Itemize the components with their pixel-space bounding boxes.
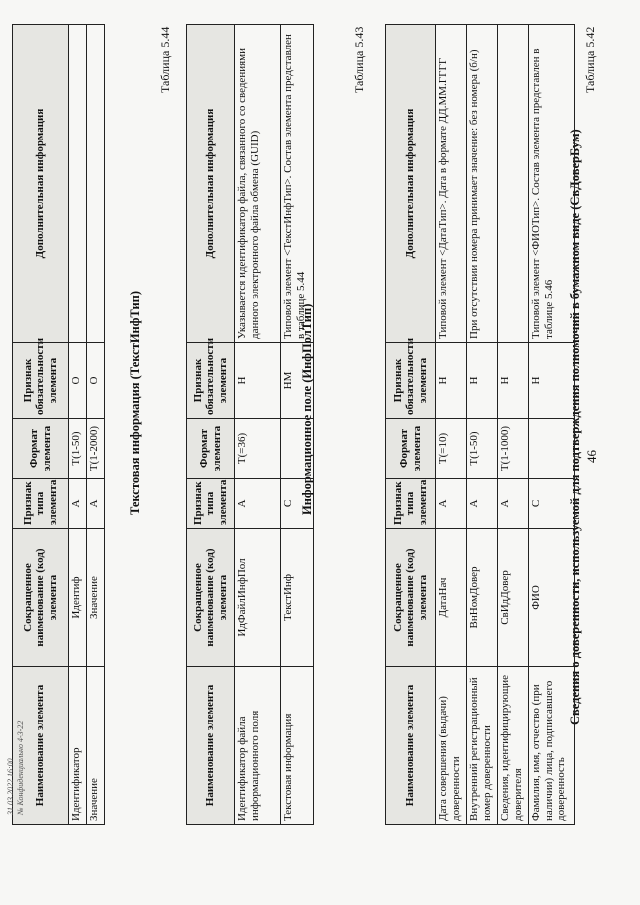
footnote-line: № Конфиденциально 4-3-22 — [15, 720, 25, 815]
section-title-5-44: Текстовая информация (ТекстИнфТип) — [128, 290, 142, 515]
cell-required: О — [87, 343, 105, 419]
table-header-row — [13, 25, 69, 825]
cell-code: ДатаНач — [436, 529, 467, 667]
table-row — [436, 25, 467, 825]
header-code: Сокращенное наименование (код) элемента — [386, 529, 436, 667]
cell-type: С — [281, 479, 314, 529]
section-title-5-42: Сведения о доверенности, используемой для подтверждения полномочий в бумажном виде (СвДоверБум) — [568, 129, 582, 725]
cell-format: T(1-1000) — [498, 419, 529, 479]
scan-footnote — [6, 721, 25, 815]
table-row — [87, 25, 105, 825]
header-type: Признак типа элемента — [386, 479, 436, 529]
cell-type: А — [235, 479, 281, 529]
cell-info: Указывается идентификатор файла, связанного со сведениями данного электронного файла обмена (GUID) — [235, 25, 281, 343]
page-number: 46 — [584, 450, 599, 463]
cell-required: О — [69, 343, 87, 419]
cell-name: Значение — [87, 667, 105, 825]
cell-name: Внутренний регистрационный номер доверенности — [467, 667, 498, 825]
header-type: Признак типа элемента — [187, 479, 235, 529]
table-5-42 — [385, 24, 575, 825]
cell-required: Н — [498, 343, 529, 419]
header-required: Признак обязательности элемента — [13, 343, 69, 419]
cell-name: Идентификатор файла информационного поля — [235, 667, 281, 825]
header-required: Признак обязательности элемента — [386, 343, 436, 419]
cell-required: Н — [529, 343, 575, 419]
cell-format — [281, 419, 314, 479]
table-row — [281, 25, 314, 825]
cell-info — [87, 25, 105, 343]
header-code: Сокращенное наименование (код) элемента — [13, 529, 69, 667]
cell-info — [69, 25, 87, 343]
header-info: Дополнительная информация — [386, 25, 436, 343]
footnote-line: 31.03.2022 16:00 — [6, 758, 15, 815]
cell-code: ИдФайлИнфПол — [235, 529, 281, 667]
section-title-5-43: Информационное поле (ИнфПолТип) — [300, 303, 314, 515]
cell-format: T(=36) — [235, 419, 281, 479]
cell-required: Н — [436, 343, 467, 419]
cell-type: А — [467, 479, 498, 529]
header-name: Наименование элемента — [386, 667, 436, 825]
table-5-44 — [12, 24, 105, 825]
cell-name: Идентификатор — [69, 667, 87, 825]
cell-info: Типовой элемент <ФИОТип>. Состав элемента представлен в таблице 5.46 — [529, 25, 575, 343]
table-header-row — [187, 25, 235, 825]
cell-code: Идентиф — [69, 529, 87, 667]
table-row — [235, 25, 281, 825]
cell-name: Дата совершения (выдачи) доверенности — [436, 667, 467, 825]
table-number-5-42: Таблица 5.42 — [583, 26, 597, 93]
cell-required: Н — [235, 343, 281, 419]
header-format: Формат элемента — [386, 419, 436, 479]
table-row — [498, 25, 529, 825]
cell-required: НМ — [281, 343, 314, 419]
header-required: Признак обязательности элемента — [187, 343, 235, 419]
cell-format — [529, 419, 575, 479]
header-info: Дополнительная информация — [187, 25, 235, 343]
header-format: Формат элемента — [187, 419, 235, 479]
cell-format: T(1-50) — [69, 419, 87, 479]
header-code: Сокращенное наименование (код) элемента — [187, 529, 235, 667]
header-type: Признак типа элемента — [13, 479, 69, 529]
cell-format: T(1-2000) — [87, 419, 105, 479]
cell-type: А — [87, 479, 105, 529]
cell-code: ТекстИнф — [281, 529, 314, 667]
cell-info — [498, 25, 529, 343]
cell-type: А — [498, 479, 529, 529]
cell-info: Типовой элемент <ДатаТип>. Дата в формате ДД.ММ.ГГГГ — [436, 25, 467, 343]
cell-code: ФИО — [529, 529, 575, 667]
table-row — [529, 25, 575, 825]
header-name: Наименование элемента — [187, 667, 235, 825]
header-format: Формат элемента — [13, 419, 69, 479]
cell-type: С — [529, 479, 575, 529]
cell-code: ВнНомДовер — [467, 529, 498, 667]
cell-type: А — [436, 479, 467, 529]
cell-name: Текстовая информация — [281, 667, 314, 825]
table-number-5-44: Таблица 5.44 — [158, 26, 172, 93]
table-row — [467, 25, 498, 825]
cell-required: Н — [467, 343, 498, 419]
cell-format: T(1-50) — [467, 419, 498, 479]
table-5-43 — [186, 24, 314, 825]
cell-type: А — [69, 479, 87, 529]
cell-info: Типовой элемент <ТекстИнфТип>. Состав элемента представлен в таблице 5.44 — [281, 25, 314, 343]
cell-name: Фамилия, имя, отчество (при наличии) лица, подписавшего доверенность — [529, 667, 575, 825]
table-row — [69, 25, 87, 825]
cell-code: Значение — [87, 529, 105, 667]
cell-code: СвИдДовер — [498, 529, 529, 667]
table-header-row — [386, 25, 436, 825]
header-name: Наименование элемента — [13, 667, 69, 825]
cell-name: Сведения, идентифицирующие доверителя — [498, 667, 529, 825]
header-info: Дополнительная информация — [13, 25, 69, 343]
table-number-5-43: Таблица 5.43 — [352, 26, 366, 93]
cell-format: T(=10) — [436, 419, 467, 479]
cell-info: При отсутствии номера принимает значение: без номера (б/н) — [467, 25, 498, 343]
